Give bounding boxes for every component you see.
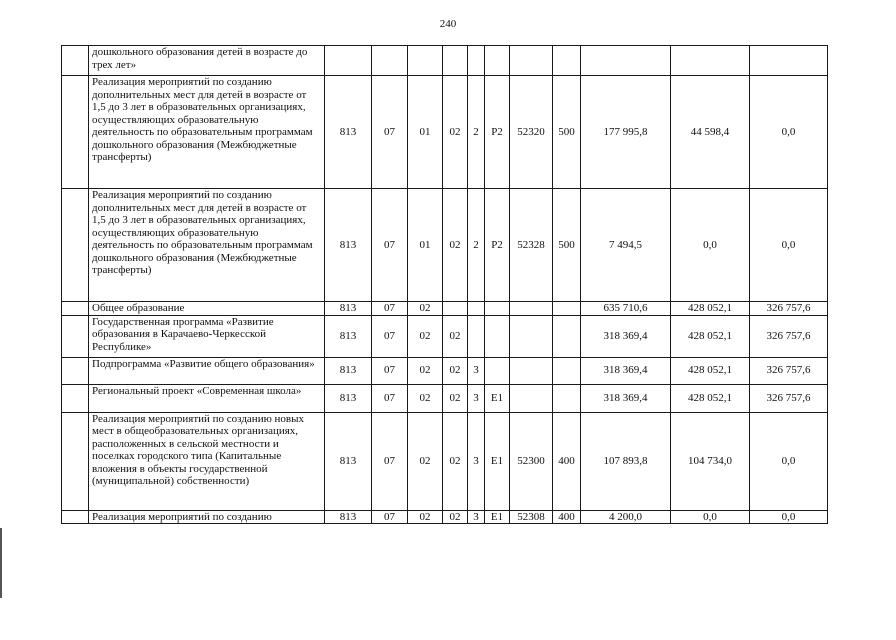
table-row [62,357,828,384]
project-cell [485,46,510,76]
table-row [62,315,828,357]
program-cell [443,46,468,76]
subsection-cell: 01 [408,76,443,189]
subprogram-cell [468,46,485,76]
row-name-cell: Региональный проект «Современная школа» [89,384,325,412]
row-name-cell: Реализация мероприятий по созданию дополнительных мест для детей в возрасте от 1,5 до 3 лет в образовательных организациях, осуществляющих образовательную деятельность по образовательным программам дошкольного образования (Межбюджетные трансферты) [89,76,325,189]
expense-type-cell [553,384,581,412]
direction-cell [510,357,553,384]
subprogram-cell: 3 [468,384,485,412]
table-row [62,76,828,189]
row-number-cell [62,46,89,76]
subsection-cell: 02 [408,412,443,510]
amount-2022-cell: 428 052,1 [671,357,750,384]
amount-2023-cell: 326 757,6 [750,357,828,384]
amount-2023-cell: 326 757,6 [750,302,828,316]
amount-2022-cell: 0,0 [671,510,750,524]
expense-type-cell [553,357,581,384]
project-cell [485,302,510,316]
direction-cell [510,302,553,316]
row-number-cell [62,302,89,316]
amount-2023-cell: 0,0 [750,510,828,524]
amount-2022-cell: 428 052,1 [671,302,750,316]
row-name-cell: Общее образование [89,302,325,316]
expense-type-cell [553,302,581,316]
section-cell: 07 [372,76,408,189]
amount-2021-cell: 318 369,4 [581,357,671,384]
amount-2022-cell: 428 052,1 [671,315,750,357]
subsection-cell: 02 [408,384,443,412]
row-name-cell: дошкольного образования детей в возрасте до трех лет» [89,46,325,76]
table-row [62,302,828,316]
subprogram-cell: 3 [468,412,485,510]
program-cell: 02 [443,76,468,189]
amount-2022-cell: 428 052,1 [671,384,750,412]
amount-2021-cell [581,46,671,76]
amount-2021-cell: 318 369,4 [581,315,671,357]
amount-2021-cell: 318 369,4 [581,384,671,412]
program-cell: 02 [443,384,468,412]
amount-2021-cell: 177 995,8 [581,76,671,189]
subprogram-cell: 3 [468,357,485,384]
direction-cell: 52300 [510,412,553,510]
expense-type-cell: 400 [553,510,581,524]
subprogram-cell: 3 [468,510,485,524]
amount-2023-cell: 326 757,6 [750,384,828,412]
project-cell: E1 [485,384,510,412]
table-row [62,384,828,412]
scan-edge-mark [0,528,2,598]
admin-code-cell [325,46,372,76]
program-cell: 02 [443,357,468,384]
budget-table [61,45,828,524]
section-cell: 07 [372,384,408,412]
section-cell: 07 [372,357,408,384]
row-name-cell: Реализация мероприятий по созданию [89,510,325,524]
admin-code-cell: 813 [325,357,372,384]
subsection-cell: 02 [408,302,443,316]
admin-code-cell: 813 [325,302,372,316]
table-row [62,412,828,510]
direction-cell [510,384,553,412]
direction-cell: 52308 [510,510,553,524]
section-cell: 07 [372,412,408,510]
program-cell: 02 [443,189,468,302]
admin-code-cell: 813 [325,412,372,510]
section-cell: 07 [372,302,408,316]
subprogram-cell: 2 [468,189,485,302]
subprogram-cell [468,302,485,316]
subsection-cell: 02 [408,357,443,384]
row-number-cell [62,76,89,189]
amount-2022-cell: 44 598,4 [671,76,750,189]
direction-cell [510,315,553,357]
direction-cell: 52320 [510,76,553,189]
subprogram-cell: 2 [468,76,485,189]
admin-code-cell: 813 [325,384,372,412]
page-number: 240 [439,18,457,30]
program-cell: 02 [443,510,468,524]
section-cell: 07 [372,510,408,524]
subsection-cell: 02 [408,315,443,357]
direction-cell [510,46,553,76]
amount-2021-cell: 107 893,8 [581,412,671,510]
table-row [62,189,828,302]
project-cell [485,315,510,357]
row-name-cell: Реализация мероприятий по созданию новых мест в общеобразовательных организациях, расположенных в сельской местности и поселках городского типа (Капитальные вложения в объекты государственной (муниципальной) собственности) [89,412,325,510]
program-cell [443,302,468,316]
amount-2023-cell: 326 757,6 [750,315,828,357]
amount-2022-cell [671,46,750,76]
expense-type-cell [553,315,581,357]
project-cell: E1 [485,412,510,510]
row-name-cell: Подпрограмма «Развитие общего образования» [89,357,325,384]
expense-type-cell: 500 [553,189,581,302]
admin-code-cell: 813 [325,76,372,189]
amount-2023-cell: 0,0 [750,412,828,510]
direction-cell: 52328 [510,189,553,302]
section-cell [372,46,408,76]
section-cell: 07 [372,315,408,357]
expense-type-cell: 500 [553,76,581,189]
row-number-cell [62,412,89,510]
section-cell: 07 [372,189,408,302]
amount-2021-cell: 4 200,0 [581,510,671,524]
table-row [62,46,828,76]
subsection-cell: 02 [408,510,443,524]
row-number-cell [62,384,89,412]
amount-2023-cell [750,46,828,76]
amount-2023-cell: 0,0 [750,189,828,302]
row-name-cell: Государственная программа «Развитие образования в Карачаево-Черкесской Республике» [89,315,325,357]
row-number-cell [62,510,89,524]
project-cell: P2 [485,76,510,189]
expense-type-cell: 400 [553,412,581,510]
row-number-cell [62,357,89,384]
amount-2022-cell: 104 734,0 [671,412,750,510]
row-number-cell [62,189,89,302]
project-cell: E1 [485,510,510,524]
expense-type-cell [553,46,581,76]
table-row [62,510,828,524]
amount-2022-cell: 0,0 [671,189,750,302]
project-cell: P2 [485,189,510,302]
amount-2021-cell: 7 494,5 [581,189,671,302]
subsection-cell: 01 [408,189,443,302]
amount-2023-cell: 0,0 [750,76,828,189]
row-name-cell: Реализация мероприятий по созданию дополнительных мест для детей в возрасте от 1,5 до 3 лет в образовательных организациях, осуществляющих образовательную деятельность по образовательным программам дошкольного образования (Межбюджетные трансферты) [89,189,325,302]
row-number-cell [62,315,89,357]
admin-code-cell: 813 [325,315,372,357]
admin-code-cell: 813 [325,510,372,524]
program-cell: 02 [443,315,468,357]
subprogram-cell [468,315,485,357]
program-cell: 02 [443,412,468,510]
amount-2021-cell: 635 710,6 [581,302,671,316]
subsection-cell [408,46,443,76]
admin-code-cell: 813 [325,189,372,302]
project-cell [485,357,510,384]
